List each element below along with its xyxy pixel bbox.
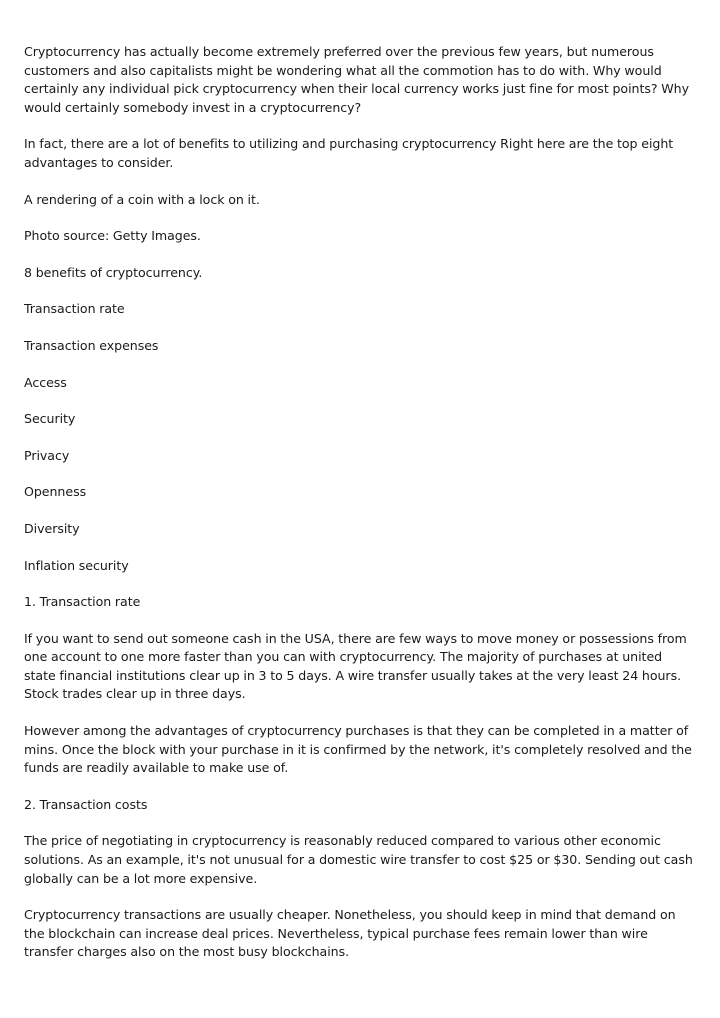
list-item: Access	[24, 374, 67, 390]
image-alt-text: A rendering of a coin with a lock on it.	[24, 191, 260, 207]
list-item: Privacy	[24, 447, 70, 463]
section-heading: 2. Transaction costs	[24, 796, 148, 812]
list-item: Openness	[24, 484, 87, 500]
photo-credit: Photo source: Getty Images.	[24, 228, 201, 244]
list-item: Diversity	[24, 520, 80, 536]
article-body	[24, 43, 696, 980]
body-paragraph: The price of negotiating in cryptocurrency is reasonably reduced compared to various other economic solutions. As an example, it's not unusual for a domestic wire transfer to cost $25 or $30. Sending out cash globally can be a lot more expensive.	[24, 833, 693, 886]
list-item: Inflation security	[24, 557, 129, 573]
intro-paragraph: Cryptocurrency has actually become extremely preferred over the previous few years, but numerous customers and also capitalists might be wondering what all the commotion has to do with. Why would certainly any individual pick cryptocurrency when their local currency works just fine for most points? Why would certainly somebody invest in a cryptocurrency?	[24, 44, 689, 115]
body-paragraph: If you want to send out someone cash in the USA, there are few ways to move money or possessions from one account to one more faster than you can with cryptocurrency. The majority of purchases at united state financial institutions clear up in 3 to 5 days. A wire transfer usually takes at the very least 24 hours. Stock trades clear up in three days.	[24, 630, 687, 702]
body-paragraph: However among the advantages of cryptocurrency purchases is that they can be completed in a matter of mins. Once the block with your purchase in it is confirmed by the network, it's completely resolved and the funds are readily available to make use of.	[24, 723, 692, 776]
list-item: Transaction expenses	[24, 337, 159, 353]
list-heading: 8 benefits of cryptocurrency.	[24, 264, 203, 280]
intro-paragraph: In fact, there are a lot of benefits to utilizing and purchasing cryptocurrency Right here are the top eight advantages to consider.	[24, 136, 674, 170]
list-item: Security	[24, 411, 76, 427]
list-item: Transaction rate	[24, 301, 125, 317]
body-paragraph: Cryptocurrency transactions are usually cheaper. Nonetheless, you should keep in mind that demand on the blockchain can increase deal prices. Nevertheless, typical purchase fees remain lower than wire transfer charges also on the most busy blockchains.	[24, 907, 676, 960]
section-heading: 1. Transaction rate	[24, 594, 141, 610]
